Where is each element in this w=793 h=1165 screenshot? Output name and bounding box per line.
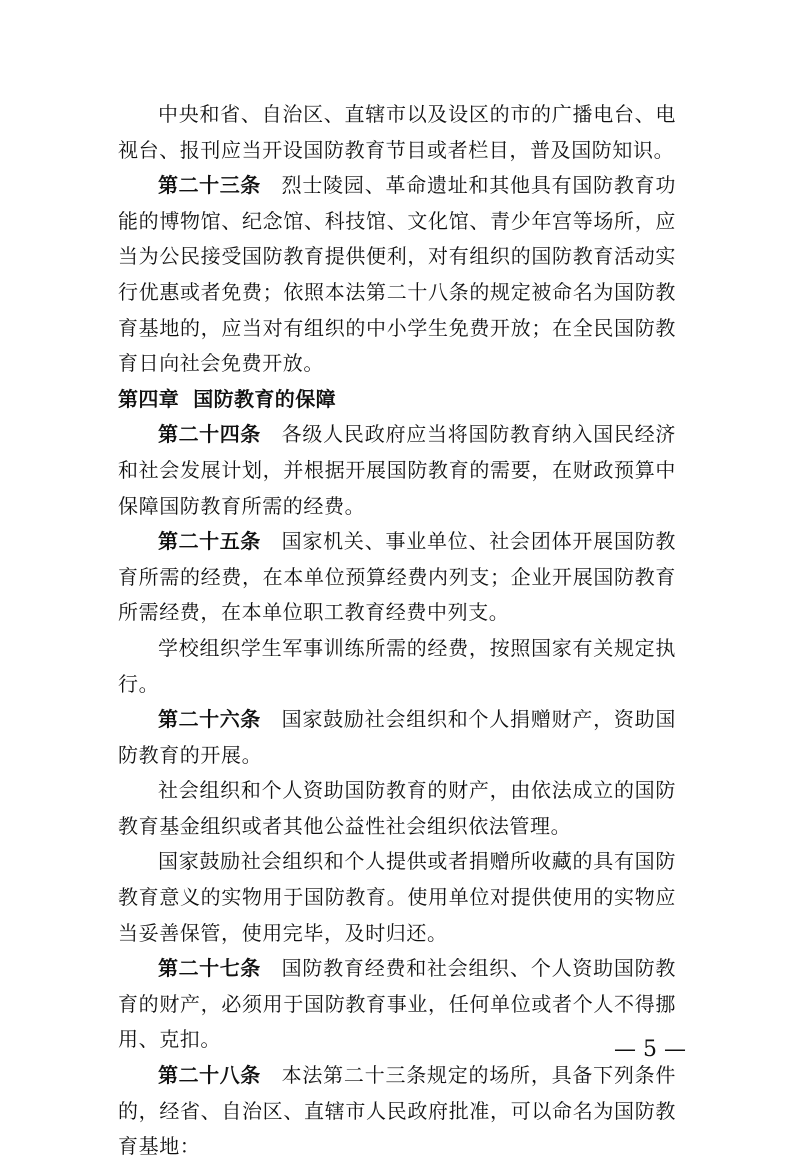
chapter-heading: [118, 382, 676, 418]
article-25: [118, 524, 676, 631]
page-number: — 5 —: [614, 1037, 686, 1062]
article-text: 各级人民政府应当将国防教育纳入国民经济和社会发展计划，并根据开展国防教育的需要，在财政预算中保障国防教育所需的经费。: [118, 422, 677, 518]
article-number: 第二十八条: [158, 1063, 261, 1088]
article-number: 第二十五条: [158, 529, 261, 554]
article-number: 第二十六条: [158, 707, 261, 732]
article-27: [118, 951, 676, 1058]
article-number: 第二十七条: [158, 956, 261, 981]
article-text: 国防教育经费和社会组织、个人资助国防教育的财产，必须用于国防教育事业，任何单位或者个人不得挪用、克扣。: [118, 956, 677, 1052]
article-24: [118, 417, 676, 524]
article-26: [118, 702, 676, 773]
article-28: [118, 1058, 676, 1165]
document-body: [118, 97, 676, 1165]
article-text: 国家鼓励社会组织和个人捐赠财产，资助国防教育的开展。: [118, 707, 677, 767]
paragraph-text: 学校组织学生军事训练所需的经费，按照国家有关规定执行。: [118, 635, 676, 696]
chapter-number: 第四章: [118, 386, 180, 411]
paragraph-text: 中央和省、自治区、直辖市以及设区的市的广播电台、电视台、报刊应当开设国防教育节目或者栏目，普及国防知识。: [118, 102, 676, 162]
article-25-paragraph-2: [118, 631, 676, 702]
chapter-title: 国防教育的保障: [193, 386, 337, 411]
article-text: 本法第二十三条规定的场所，具备下列条件的，经省、自治区、直辖市人民政府批准，可以命名为国防教育基地：: [118, 1063, 677, 1159]
article-number: 第二十四条: [158, 422, 261, 447]
article-text: 烈士陵园、革命遗址和其他具有国防教育功能的博物馆、纪念馆、科技馆、文化馆、青少年宫等场所，应当为公民接受国防教育提供便利，对有组织的国防教育活动实行优惠或者免费；依照本法第二十八条的规定被命名为国防教育基地的，应当对有组织的中小学生免费开放；在全民国防教育日向社会免费开放。: [118, 173, 677, 376]
article-number: 第二十三条: [158, 173, 261, 198]
article-23: [118, 168, 676, 382]
article-26-paragraph-3: [118, 844, 676, 951]
article-26-paragraph-2: [118, 773, 676, 844]
paragraph-text: 社会组织和个人资助国防教育的财产，由依法成立的国防教育基金组织或者其他公益性社会组织依法管理。: [118, 778, 676, 838]
paragraph-broadcast-continuation: [118, 97, 676, 168]
article-text: 国家机关、事业单位、社会团体开展国防教育所需的经费，在本单位预算经费内列支；企业开展国防教育所需经费，在本单位职工教育经费中列支。: [118, 529, 677, 625]
paragraph-text: 国家鼓励社会组织和个人提供或者捐赠所收藏的具有国防教育意义的实物用于国防教育。使用单位对提供使用的实物应当妥善保管，使用完毕，及时归还。: [118, 849, 676, 945]
